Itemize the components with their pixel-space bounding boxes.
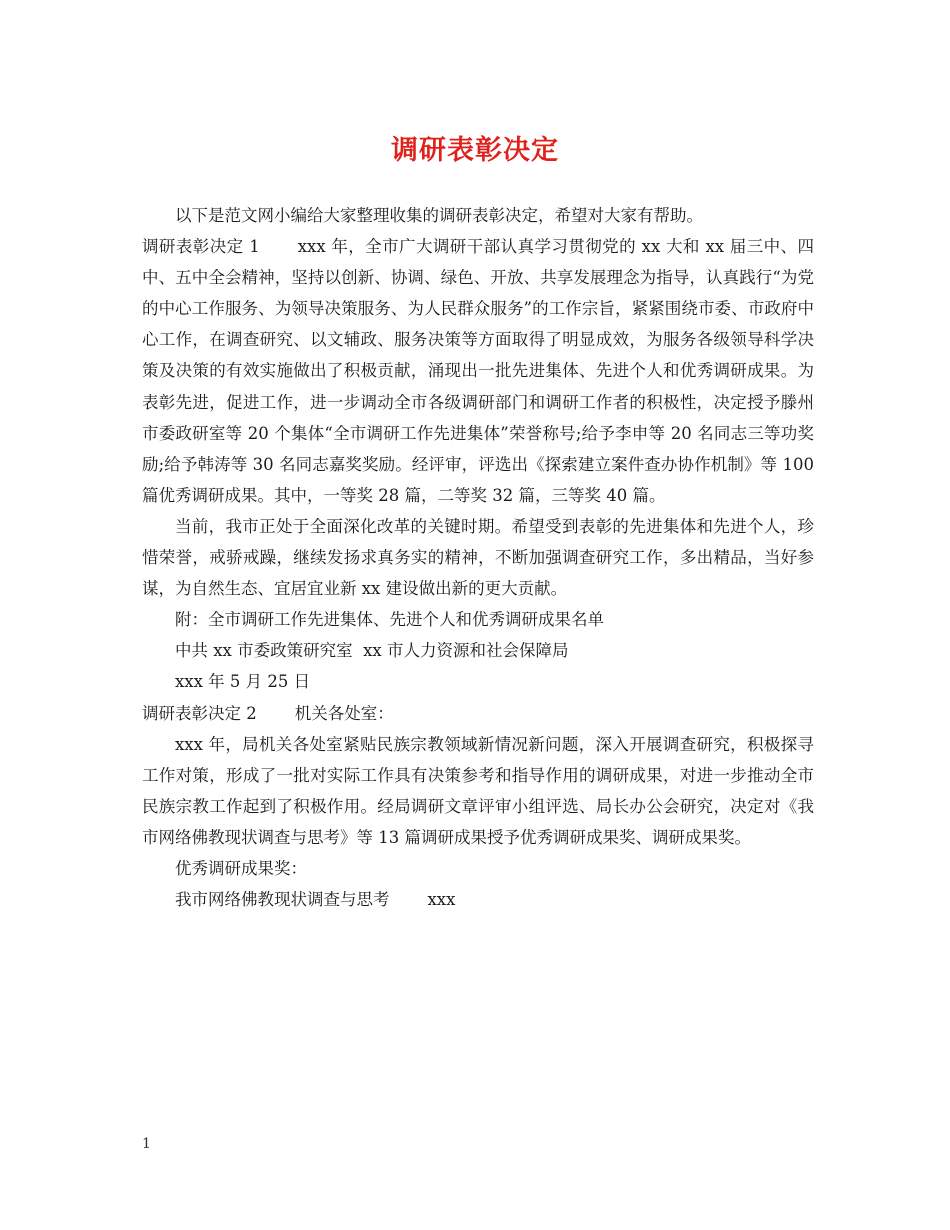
document-body: [142, 200, 814, 915]
date-line: xxx 年 5 月 25 日: [175, 672, 311, 692]
section2-addressee: 机关各处室：: [294, 703, 394, 723]
issuer-line: 中共 xx 市委政策研究室 xx 市人力资源和社会保障局: [175, 641, 569, 661]
award-item-title: 我市网络佛教现状调查与思考: [175, 890, 390, 910]
award-item-author: xxx: [427, 890, 456, 910]
section2-heading: 调研表彰决定 2: [142, 703, 257, 723]
section2-paragraph: xxx 年，局机关各处室紧贴民族宗教领域新情况新问题，深入开展调查研究，积极探寻工作对策，形成了一批对实际工作具有决策参考和指导作用的调研成果，对进一步推动全市民族宗教工作起到了积极作用。经局调研文章评审小组评选、局长办公会研究，决定对《我市网络佛教现状调查与思考》等 13 篇调研成果授予优秀调研成果奖、调研成果奖。: [142, 734, 814, 847]
section1-paragraph-2: 当前，我市正处于全面深化改革的关键时期。希望受到表彰的先进集体和先进个人，珍惜荣誉，戒骄戒躁，继续发扬求真务实的精神，不断加强调查研究工作，多出精品，当好参谋，为自然生态、宜居宜业新 xx 建设做出新的更大贡献。: [142, 516, 814, 599]
section1-body-text: xxx 年，全市广大调研干部认真学习贯彻党的 xx 大和 xx 届三中、四中、五中全会精神，坚持以创新、协调、绿色、开放、共享发展理念为指导，认真践行“为党的中心工作服务、为领导决策服务、为人民群众服务”的工作宗旨，紧紧围绕市委、市政府中心工作，在调查研究、以文辅政、服务决策等方面取得了明显成效，为服务各级领导科学决策及决策的有效实施做出了积极贡献，涌现出一批先进集体、先进个人和优秀调研成果。为表彰先进，促进工作，进一步调动全市各级调研部门和调研工作者的积极性，决定授予滕州市委政研室等 20 个集体“全市调研工作先进集体”荣誉称号;给予李申等 20 名同志三等功奖励;给予韩涛等 30 名同志嘉奖奖励。经评审，评选出《探索建立案件查办协作机制》等 100 篇优秀调研成果。其中，一等奖 28 篇，二等奖 32 篇，三等奖 40 篇。: [142, 237, 814, 505]
section1-paragraph: [142, 231, 814, 511]
section1-heading: 调研表彰决定 1: [142, 237, 260, 257]
intro-paragraph: 以下是范文网小编给大家整理收集的调研表彰决定，希望对大家有帮助。: [175, 206, 703, 225]
attachment-line: 附：全市调研工作先进集体、先进个人和优秀调研成果名单: [175, 610, 604, 630]
award-heading: 优秀调研成果奖：: [175, 858, 307, 878]
award-item: [142, 884, 814, 915]
page-number: 1: [142, 1136, 151, 1152]
section2-heading-line: [142, 698, 814, 729]
document-title: 调研表彰决定: [391, 135, 559, 166]
